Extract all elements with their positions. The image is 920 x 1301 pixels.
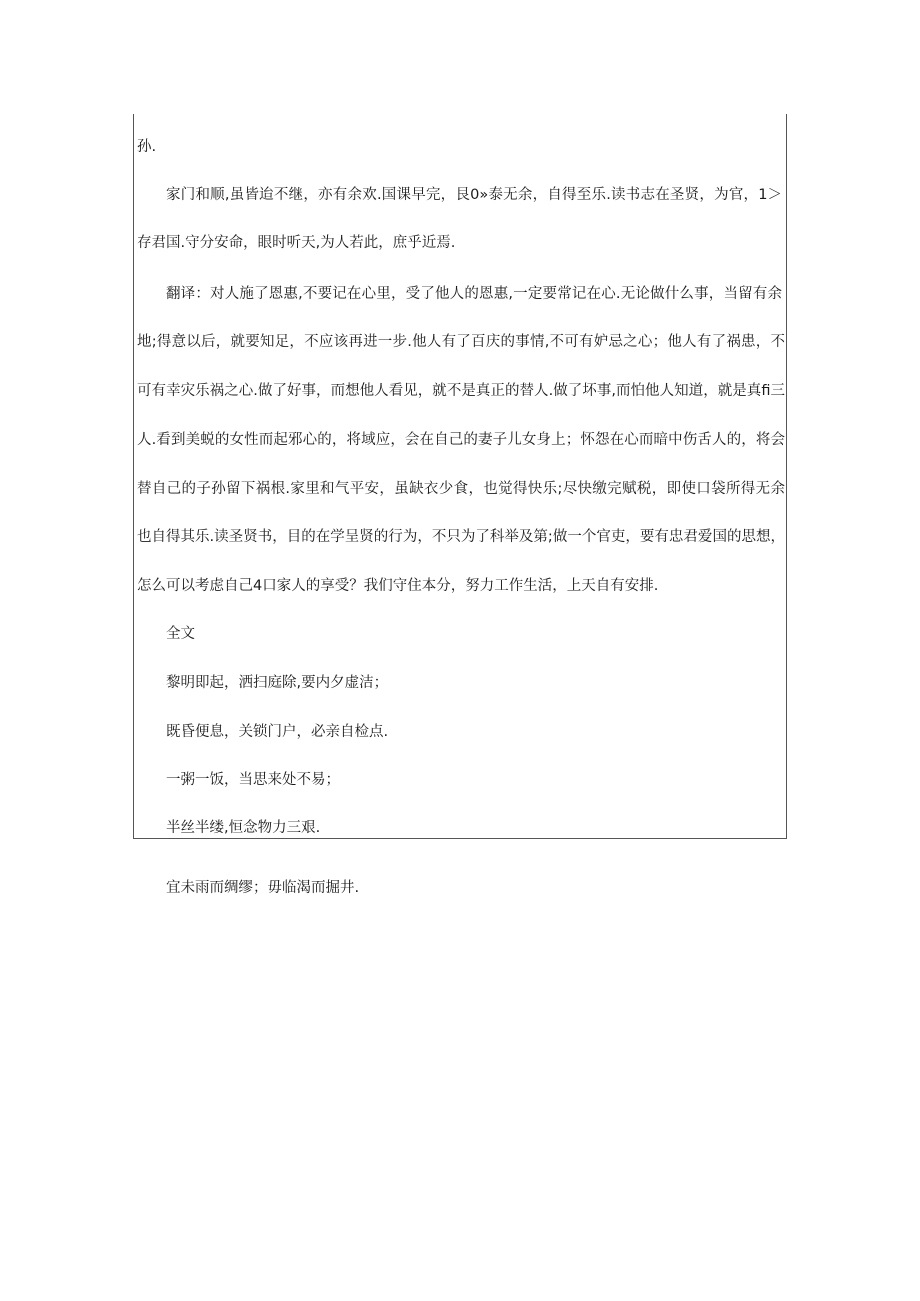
text-line-5: 地;得意以后，就要知足，不应该再进一步.他人有了百庆的事情,不可有妒忌之心；他人有了祸患，不 bbox=[137, 334, 785, 350]
text-line-1: 孙. bbox=[137, 139, 157, 155]
verse-line-4: 半丝半缕,恒念物力三艰. bbox=[166, 820, 321, 836]
section-heading: 全文 bbox=[166, 626, 195, 642]
verse-line-5: 宜未雨而绸缪；毋临渴而掘井. bbox=[166, 880, 360, 896]
text-line-7: 人.看到美蜕的女性而起邪心的，将域应，会在自己的妻子儿女身上；怀怨在心而暗中伤舌人的，将会 bbox=[137, 432, 785, 448]
text-line-2: 家门和顺,虽皆迨不继，亦有余欢.国课早完，艮0»泰无余，自得至乐.读书志在圣贤，为官，1＞ bbox=[166, 187, 782, 203]
verse-line-1: 黎明即起，洒扫庭除,要内夕虚洁； bbox=[166, 675, 389, 691]
text-line-4: 翻译：对人施了恩惠,不要记在心里，受了他人的恩惠,一定要常记在心.无论做什么事，当留有余 bbox=[166, 286, 782, 302]
text-line-8: 替自己的子孙留下祸根.家里和气平安，虽缺衣少食，也觉得快乐;尽快缴完赋税，即使口袋所得无余 bbox=[137, 481, 785, 497]
verse-line-2: 既昏便息，关锁门户，必亲自检点. bbox=[166, 724, 389, 740]
text-line-3: 存君国.守分安命，眼时听天,为人若此，庶乎近焉. bbox=[137, 235, 456, 251]
text-line-10: 怎么可以考虑自己4口家人的享受？我们守住本分，努力工作生活，上天自有安排. bbox=[137, 578, 659, 594]
text-line-6: 可有幸灾乐祸之心.做了好事，而想他人看见，就不是真正的替人.做了坏事,而怕他人知道，就是真fi三 bbox=[137, 383, 785, 399]
text-line-9: 也自得其乐.读圣贤书，目的在学呈贤的行为，不只为了科举及第;做一个官吏，要有忠君爱国的思想， bbox=[137, 529, 785, 545]
verse-line-3: 一粥一饭，当思来处不易； bbox=[166, 772, 340, 788]
